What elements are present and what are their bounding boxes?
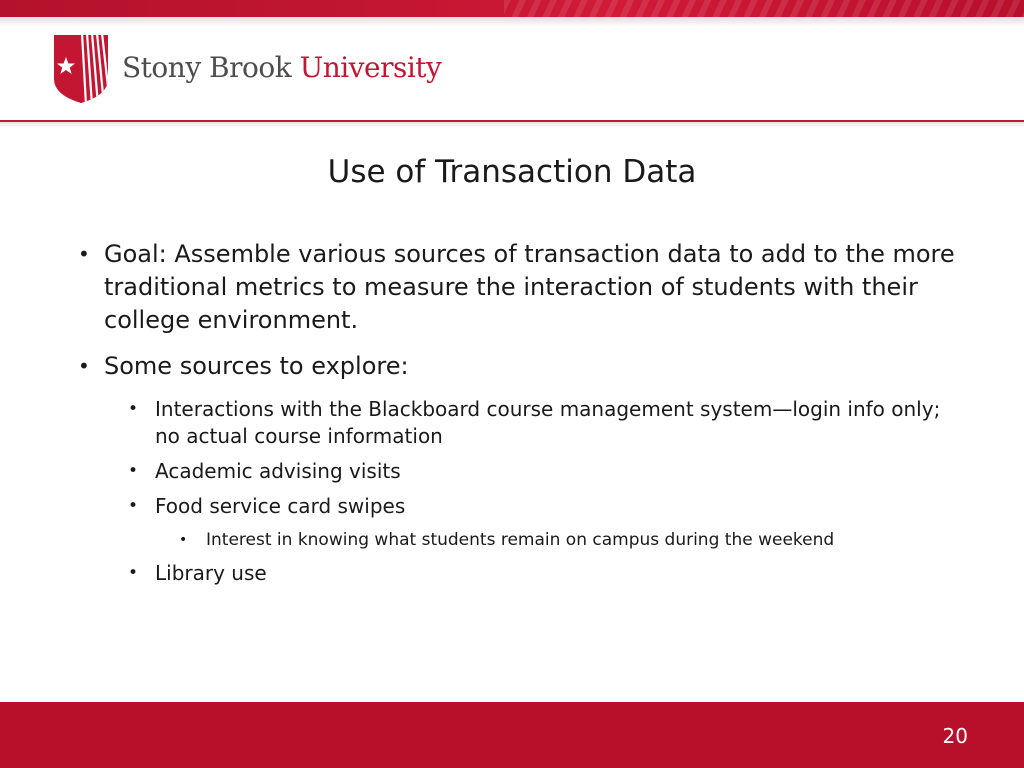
- sub-bullet-item-food-service: [76, 493, 956, 520]
- top-banner-shadow: [0, 17, 1024, 27]
- bullet-text: Library use: [155, 561, 267, 585]
- sub-bullet-item-blackboard: [76, 396, 956, 450]
- top-banner: [0, 0, 1024, 17]
- logo-wordmark: [122, 51, 441, 84]
- bullet-item-sources: [76, 350, 956, 383]
- logo-text-stony-brook: Stony Brook: [122, 51, 292, 84]
- star-shield-icon: [52, 33, 110, 105]
- bullet-text: Food service card swipes: [155, 494, 406, 518]
- sub-bullet-item-library: [76, 560, 956, 587]
- bullet-icon: •: [78, 354, 90, 378]
- bullet-icon: •: [128, 461, 139, 481]
- slide-content: [76, 238, 956, 595]
- university-logo: [52, 33, 472, 105]
- bullet-icon: •: [128, 399, 139, 419]
- bullet-item-goal: [76, 238, 956, 337]
- sub-sub-bullet-item-weekend: [76, 528, 956, 552]
- top-banner-stripes: [504, 0, 1024, 17]
- bullet-icon: •: [179, 532, 188, 548]
- slide-title: Use of Transaction Data: [327, 154, 697, 190]
- bullet-icon: •: [78, 242, 90, 266]
- bullet-text: Interest in knowing what students remain on campus during the weekend: [206, 530, 835, 550]
- bullet-text: Interactions with the Blackboard course management system—login info only; no actual course information: [155, 397, 941, 448]
- bullet-text: Some sources to explore:: [104, 352, 409, 380]
- sub-bullet-item-advising: [76, 458, 956, 485]
- bullet-text: Goal: Assemble various sources of transaction data to add to the more traditional metrics to measure the interaction of students with their college environment.: [104, 240, 955, 334]
- logo-text-university: University: [299, 51, 442, 84]
- footer-band: [0, 702, 1024, 768]
- bullet-icon: •: [128, 496, 139, 516]
- bullet-icon: •: [128, 563, 139, 583]
- bullet-text: Academic advising visits: [155, 459, 401, 483]
- header-divider-shadow: [0, 122, 1024, 128]
- page-number: 20: [942, 724, 968, 748]
